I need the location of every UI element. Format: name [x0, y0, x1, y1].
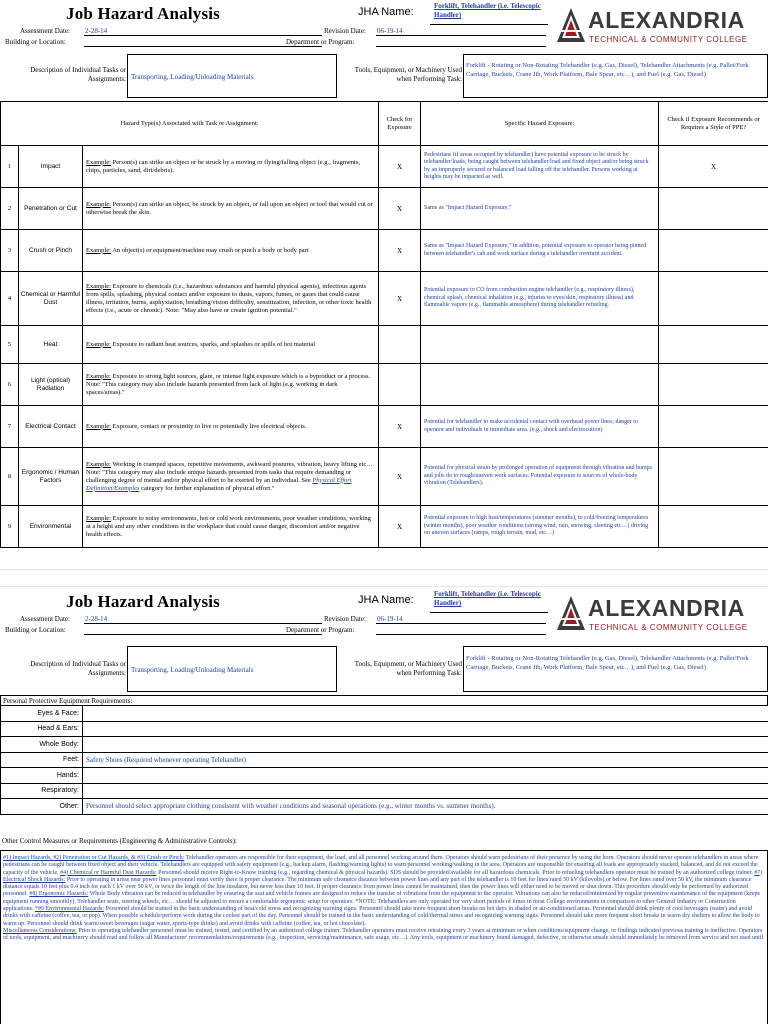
revision-date-label: Revision Date:: [324, 615, 366, 623]
example-label: Example:: [86, 460, 111, 468]
table-row: [1, 272, 768, 326]
task-description-box: [127, 54, 337, 98]
building-label: Building or Location:: [5, 38, 66, 46]
assessment-date-line: [84, 623, 322, 624]
task-description-label: Description of Individual Tasks or Assignments:: [30, 66, 126, 83]
table-row: [1, 799, 768, 815]
exposure-check[interactable]: X: [379, 146, 421, 188]
control-paragraph: [3, 928, 765, 943]
exposure-check[interactable]: X: [379, 272, 421, 326]
example-label: Example:: [86, 200, 111, 208]
hazard-name: Impact: [19, 146, 83, 188]
table-row: [1, 146, 768, 188]
revision-date-line: [376, 35, 546, 36]
ppe-check[interactable]: X: [659, 146, 768, 188]
ppe-label: Respiratory:: [1, 783, 83, 799]
college-logo: [556, 6, 766, 48]
ppe-label: Other:: [1, 799, 83, 815]
control-lead: Miscellaneous Considerations:: [3, 927, 77, 934]
ppe-value[interactable]: [83, 721, 768, 737]
specific-exposure: [421, 364, 659, 406]
example-label: Example:: [86, 246, 111, 254]
tools-value: Forklift - Rotating or Non-Rotating Telehandler (e.g. Gas, Diesel), Telehandler Attachments (e.g. Pallet/Fork Carriage, Buckets, Crane Jib, Work Platform, Bale Spear, etc…), and Fuel (e.g. Gas, Diesel): [466, 62, 749, 78]
control-lead: #4) Chemical or Harmful Dust Hazards:: [60, 869, 157, 876]
example-text: Exposure to chemicals (i.e., hazardous substances and harmful physical agents), infectious agents from spills, splashing, physical contact and/or exposure to dusts, vapors, fumes, or gases that could cause illness, irritation, burns, asphyxiation, breathing/vision difficulty, sensitization, infection, or other toxic health effects (i.e., acute or chronic). Note: "May also have or create ignition potential.": [86, 282, 372, 314]
row-number: 9: [1, 506, 19, 548]
tools-box: [463, 646, 768, 692]
logo-name: ALEXANDRIA: [588, 595, 745, 621]
ppe-value[interactable]: [83, 737, 768, 753]
ppe-value[interactable]: [83, 706, 768, 722]
hazard-example: [83, 406, 379, 448]
specific-exposure: Same as "Impact Hazard Exposure," in addition, potential exposure to operator being pinned between telehandler's cab and work surface during a telehandler overturn accident.: [421, 230, 659, 272]
ppe-check[interactable]: [659, 506, 768, 548]
ppe-value[interactable]: [83, 768, 768, 784]
hazard-name: Chemical or Harmful Dust: [19, 272, 83, 326]
revision-date-label: Revision Date:: [324, 27, 366, 35]
example-text: Working in cramped spaces, repetitive movements, awkward postures, vibration, heavy lifting etc… Note: "This category may also include unique hazards presented from tasks that require demanding or challenging degree of mental and/or physical effort to be exerted by an individual. See: [86, 460, 373, 484]
table-row: [1, 768, 768, 784]
example-label: Example:: [86, 340, 111, 348]
specific-exposure: Pedestrians (if areas occupied by telehandler) have potential exposure to be struck by telehandler/loads, being caught between telehandler/load and fixed object and/or being struck by an improperly secured or balanced load falling off the telehandler. Persons working at heights may be impacted as well.: [421, 146, 659, 188]
ppe-label: Hands:: [1, 768, 83, 784]
ppe-check[interactable]: [659, 364, 768, 406]
college-logo-icon: [556, 6, 586, 44]
control-text: Personnel should be trained in the basic understanding of heat/cold stress and recognizing warning signs. Personnel should take more frequent short breaks on hot days in shaded or air-conditioned areas. Personnel should drink plenty of cool beverages (water) and avoid drinks with caffeine (coffee, tea, or pop). When possible schedule/perform work during the coolest part of the day. Personnel should be trained in the basic understanding of cold/thermal stress and recognizing warning signs. Personnel should take more frequent short breaks in warm dry shelters to allow the body to warm up. Personnel should drink warm/sweet beverages (sugar water, sports-type drinks) and avoid drinks with caffeine (coffee, tea, or hot chocolate).: [3, 906, 760, 927]
row-number: 5: [1, 326, 19, 364]
building-label: Building or Location:: [5, 626, 66, 634]
row-number: 7: [1, 406, 19, 448]
control-lead: #8) Ergonomic Hazards:: [29, 891, 89, 898]
exposure-check[interactable]: X: [379, 188, 421, 230]
college-logo: [556, 594, 766, 636]
hazard-example: [83, 364, 379, 406]
specific-exposure: Potential for telehandler to make accidental contact with overhead power lines; danger to operator and individuals in immediate area. (e.g., shock and electrocution): [421, 406, 659, 448]
example-label: Example:: [86, 422, 111, 430]
table-row: [1, 448, 768, 506]
specific-exposure: [421, 326, 659, 364]
ppe-label: Whole Body:: [1, 737, 83, 753]
revision-date-value: 06-19-14: [377, 27, 403, 35]
col-ppe-required: Check if Exposure Recommends or Requires a Style of PPE?: [659, 102, 768, 146]
ppe-table: [0, 705, 768, 815]
page-separator: [0, 569, 768, 587]
logo-name: ALEXANDRIA: [588, 7, 745, 33]
hazard-example: [83, 326, 379, 364]
col-hazard-type: Hazard Type(s) Associated with Task or Assignment:: [1, 102, 379, 146]
table-row: [1, 737, 768, 753]
exposure-check[interactable]: [379, 326, 421, 364]
hazard-example: [83, 506, 379, 548]
tools-label: Tools, Equipment, or Machinery Used when Performing Task:: [354, 660, 462, 677]
jha-name-underline: [430, 612, 548, 613]
hazard-example: [83, 448, 379, 506]
ppe-check[interactable]: [659, 326, 768, 364]
revision-date-line: [376, 623, 546, 624]
page-title: Job Hazard Analysis: [66, 592, 220, 611]
col-check-exposure: Check for Exposure: [379, 102, 421, 146]
example-text: Exposure, contact or proximity to live or potentially live electrical objects.: [112, 422, 307, 430]
logo-subtitle: TECHNICAL & COMMUNITY COLLEGE: [589, 35, 748, 44]
example-text: Exposure to strong light sources, glare, or intense light exposure which is a byproduct or a process. Note: "This category may also include hazards presented from lack of light (e.g. working in dark spaces/areas).": [86, 372, 371, 396]
ppe-check[interactable]: [659, 188, 768, 230]
department-label: Department or Program:: [286, 626, 355, 634]
specific-exposure: Potential exposure to CO from combustion engine telehandler (e.g., respiratory illness), chemical splash, chemical inhalation (e.g., injuries to eyes/skin, respiratory illness) and flammable vapors (e.g., flammable atmosphere) during telehandler refueling.: [421, 272, 659, 326]
table-row: [1, 230, 768, 272]
control-lead: #1) Impact Hazards, #2) Penetration or Cut Hazards, & #3) Crush or Pinch:: [3, 855, 185, 861]
row-number: 3: [1, 230, 19, 272]
ppe-label: Feet:: [1, 752, 83, 768]
jha-name-label: JHA Name:: [358, 594, 414, 606]
physical-effort-link[interactable]: Physical Effort Definition/Examples: [86, 476, 352, 492]
row-number: 2: [1, 188, 19, 230]
table-row: [1, 406, 768, 448]
table-row: [1, 783, 768, 799]
control-text: Prior to operating telehandler personnel must be trained, tested, and certified by an authorized college trainer. Telehandler operators must receive retraining every 3 years at minimum or when conditions/equipment change, or findings indicated previous training is ineffective. Operators of tools, equipment, and machinery should read and follow all Manufacturer' recommendations/requirements (e.g., inspection, servicing/maintenance, safe usage, etc…). Any tools, equipment or machinery found damaged, defective, or otherwise unsafe should immediately be removed from service and not used until: [3, 927, 764, 942]
row-number: 8: [1, 448, 19, 506]
table-row: [1, 188, 768, 230]
ppe-requirements-header: Personal Protective Equipment Requirements:: [0, 695, 768, 705]
assessment-date-value: 2-28-14: [85, 27, 108, 35]
logo-subtitle: TECHNICAL & COMMUNITY COLLEGE: [589, 623, 748, 632]
hazard-name: Environmental: [19, 506, 83, 548]
task-description-box: [127, 646, 337, 692]
example-label: Example:: [86, 282, 111, 290]
control-measures-header: Other Control Measures or Requirements (Engineering & Administrative Controls):: [2, 837, 237, 845]
exposure-check[interactable]: X: [379, 506, 421, 548]
hazard-example: [83, 188, 379, 230]
example-text-after: category for further explanation of physical effort.": [141, 484, 275, 492]
page-header: [0, 0, 768, 52]
hazard-name: Crush or Pinch: [19, 230, 83, 272]
table-row: [1, 721, 768, 737]
assessment-date-value: 2-28-14: [85, 615, 108, 623]
control-text: Prior to operating in areas near power lines personnel must verify there is proper clearance. The minimum safe clearance distance between power lines and any part of the telehandler is 10 feet for lines rated 50 kV (kilovolts) or below. For lines rated over 50 kV, the minimum clearance distance equals 10 feet plus 0.4 inch for each 1 kV over 50 kV, or twice the length of the line insulator, but never less than 10 feet. If proper clearance from power lines cannot be maintained, then the power lines will either need to be moved or shut down. This procedure should only be performed by authorized personnel.: [3, 876, 752, 898]
assessment-date-line: [84, 35, 322, 36]
jha-name-label: JHA Name:: [358, 6, 414, 18]
hazard-name: Electrical Contact: [19, 406, 83, 448]
exposure-check[interactable]: X: [379, 406, 421, 448]
college-logo-icon: [556, 594, 586, 632]
jha-name-underline: [430, 24, 548, 25]
ppe-check[interactable]: [659, 272, 768, 326]
control-text: Whole Body vibration can be reduced in telehandler by ensuring the seat and vehicle frames are designed to reduce the transfer of vibrations from the equipment to the operator. Vibrations can also be reduced/minimized by regular preventive maintenance of the equipment (keeps equipment running smoothly). Telehandler seats, steering wheels, etc… should be adjusted to ensure a comfortable ergonomic setup for operators. *NOTE: Telehandlers are only operated for very short periods of times in most College environments in comparison to other General Industry or Construction applications.: [3, 891, 760, 913]
control-text: Personnel should receive Right-to-Know training (e.g., regarding chemical & physical hazards). SDS should be provided/available for all hazardous chemicals. Prior to refueling telehandlers operator must be trained by an authorized college trainer.: [158, 869, 753, 876]
ppe-value[interactable]: Personnel should select appropriate clothing consistent with weather conditions and seasonal operations (e.g., winter months vs. summer months).: [83, 799, 768, 815]
department-label: Department or Program:: [286, 38, 355, 46]
exposure-check[interactable]: X: [379, 448, 421, 506]
ppe-label: Head & Ears:: [1, 721, 83, 737]
department-line: [376, 46, 546, 47]
table-row: [1, 506, 768, 548]
example-text: Person(s) can strike an object, be struck by an object, or fall upon an object or tool that would cut or otherwise break the skin.: [86, 200, 373, 216]
jha-name-link[interactable]: Forklift, Telehandler (i.e. Telescopic Handler): [434, 590, 541, 607]
page-title: Job Hazard Analysis: [66, 4, 220, 23]
building-line: [84, 46, 322, 47]
tools-value: Forklift - Rotating or Non-Rotating Telehandler (e.g. Gas, Diesel), Telehandler Attachments (e.g. Pallet/Fork Carriage, Buckets, Crane Jib, Work Platform, Bale Spear, etc…), and Fuel (e.g. Gas, Diesel): [466, 655, 749, 671]
ppe-label: Eyes & Face:: [1, 706, 83, 722]
example-label: Example:: [86, 158, 111, 166]
hazard-table-header: [1, 102, 768, 146]
example-label: Example:: [86, 372, 111, 380]
hazard-name: Ergonomic / Human Factors: [19, 448, 83, 506]
assessment-date-label: Assessment Date:: [20, 615, 70, 623]
control-measures-body: [0, 850, 768, 1024]
example-label: Example:: [86, 514, 111, 522]
control-paragraph: [3, 855, 765, 928]
assessment-date-label: Assessment Date:: [20, 27, 70, 35]
task-description-value: Transporting, Loading/Unloading Materials: [131, 73, 254, 81]
hazard-name: Penetration or Cut: [19, 188, 83, 230]
page-header: [0, 588, 768, 640]
exposure-check[interactable]: [379, 364, 421, 406]
table-row: [1, 706, 768, 722]
example-text: Person(s) can strike an object or be struck by a moving or flying/falling object (e.g., fragments, chips, particles, sand, dirt/debris).: [86, 158, 361, 174]
control-lead: #7) Electrical Shock Hazards:: [3, 869, 763, 883]
hazard-example: [83, 146, 379, 188]
control-text: Telehandler operators are responsible for their equipment, the load, and all personnel working around them. Operators should warn pedestrians of their presence by using the horn. Operators should never operate telehandlers in areas where pedestrians can be caught between fixed object and their vehicle. Telehandlers are equipped with safety equipment (e.g., backup alarm, flashing/warning lights) to warn personnel working/walking in the area. Operators are responsible for ensuring all loads are appropriately stacked, balanced, and do not exceed the capacity of the vehicle.: [3, 855, 759, 876]
task-description-label: Description of Individual Tasks or Assignments:: [30, 660, 126, 677]
table-row: [1, 326, 768, 364]
example-text: An object(s) or equipment/machine may crush or pinch a body or body part: [112, 246, 309, 254]
row-number: 6: [1, 364, 19, 406]
tools-box: [463, 54, 768, 98]
hazard-name: Light (optical) Radiation: [19, 364, 83, 406]
department-line: [376, 634, 546, 635]
jha-name-link[interactable]: Forklift, Telehandler (i.e. Telescopic Handler): [434, 2, 541, 19]
example-text: Exposure to noisy environments, hot or cold work environments, poor weather conditions, working at a height and any other conditions in the workplace that could cause danger, discomfort and/or negative health effects.: [86, 514, 371, 538]
revision-date-value: 06-19-14: [377, 615, 403, 623]
jha-page-2: [0, 588, 768, 1024]
row-number: 1: [1, 146, 19, 188]
row-number: 4: [1, 272, 19, 326]
col-specific-exposure: Specific Hazard Exposure:: [421, 102, 659, 146]
table-row: [1, 364, 768, 406]
specific-exposure: Potential exposure to high heat/temperatures (summer months), to cold/freezing temperatures (winter months), poor weather conditions (strong wind, rain, snowing, sleeting etc…) driving on uneven surfaces (ramps, rough terrain, mud, etc…): [421, 506, 659, 548]
hazard-example: [83, 272, 379, 326]
table-row: [1, 752, 768, 768]
specific-exposure: Same as "Impact Hazard Exposure.": [421, 188, 659, 230]
control-lead: *#9 Environmental Hazards:: [35, 906, 104, 913]
example-text: Exposure to radiant heat sources, sparks, and splashes or spills of hot material: [112, 340, 316, 348]
hazard-example: [83, 230, 379, 272]
building-line: [84, 634, 322, 635]
ppe-check[interactable]: [659, 448, 768, 506]
ppe-value[interactable]: [83, 783, 768, 799]
exposure-check[interactable]: X: [379, 230, 421, 272]
hazard-table: [0, 101, 768, 548]
hazard-name: Heat: [19, 326, 83, 364]
task-description-value: Transporting, Loading/Unloading Materials: [131, 666, 254, 674]
ppe-value[interactable]: Safety Shoes (Required whenever operating Telehandler): [83, 752, 768, 768]
ppe-check[interactable]: [659, 230, 768, 272]
ppe-check[interactable]: [659, 406, 768, 448]
specific-exposure: Potential for physical strain by prolonged operation of equipment through vibration and bumps and jolts do to rough/uneven work surfaces. Potential exposure to sources of whole-body vibration (Telehandlers).: [421, 448, 659, 506]
tools-label: Tools, Equipment, or Machinery Used when Performing Task:: [354, 66, 462, 83]
